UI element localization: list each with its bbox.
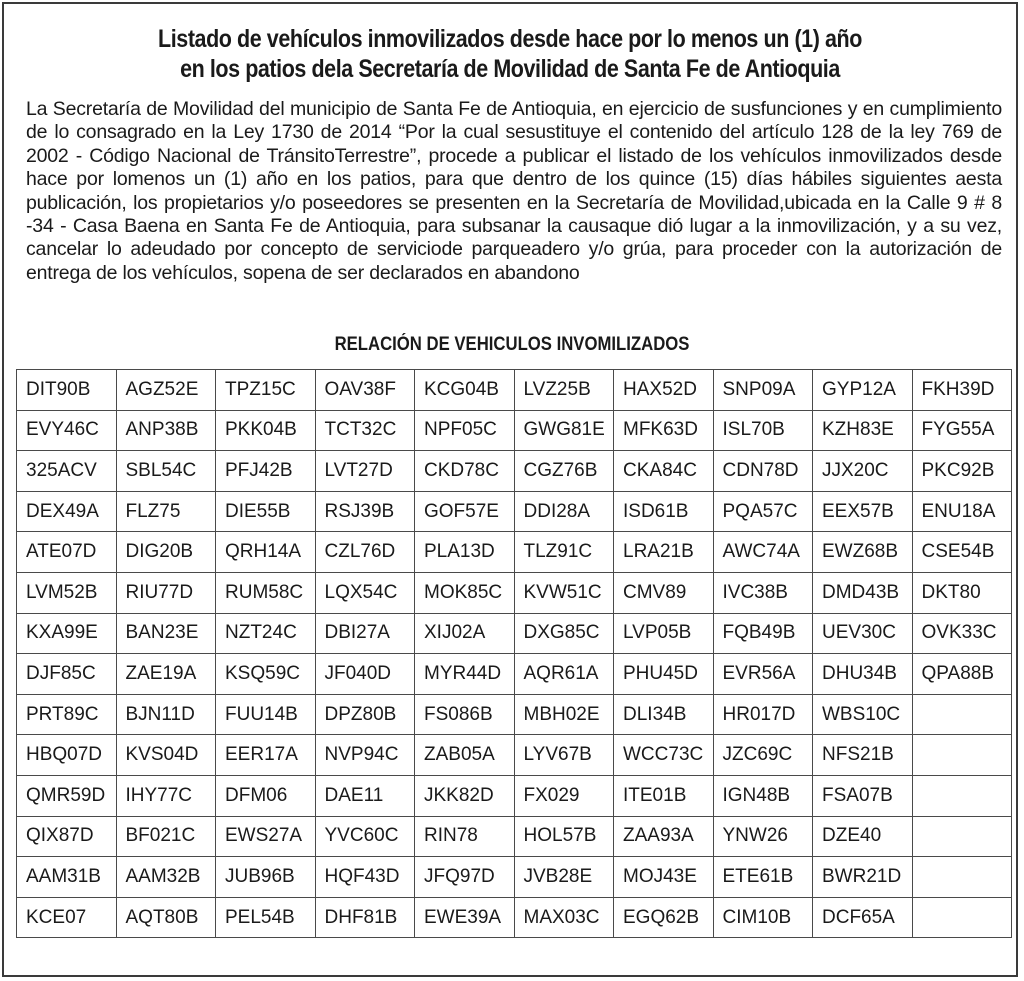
plate-cell: HBQ07D xyxy=(17,735,117,776)
plate-cell: UEV30C xyxy=(813,613,913,654)
plate-cell: AWC74A xyxy=(713,532,813,573)
plate-cell xyxy=(912,857,1012,898)
plate-cell: YVC60C xyxy=(315,816,415,857)
plate-cell: DMD43B xyxy=(813,572,913,613)
plate-cell: PQA57C xyxy=(713,491,813,532)
plate-cell: SNP09A xyxy=(713,370,813,411)
plate-cell: DZE40 xyxy=(813,816,913,857)
plate-cell: ENU18A xyxy=(912,491,1012,532)
plate-cell: OVK33C xyxy=(912,613,1012,654)
plate-cell: IVC38B xyxy=(713,572,813,613)
plate-cell: WCC73C xyxy=(614,735,714,776)
plate-cell: AQR61A xyxy=(514,654,614,695)
plate-cell: BWR21D xyxy=(813,857,913,898)
plate-cell: DFM06 xyxy=(216,775,316,816)
plate-cell: DJF85C xyxy=(17,654,117,695)
plate-cell: GOF57E xyxy=(415,491,515,532)
plate-cell xyxy=(912,735,1012,776)
plate-cell: NFS21B xyxy=(813,735,913,776)
plate-cell: CZL76D xyxy=(315,532,415,573)
plate-cell: DXG85C xyxy=(514,613,614,654)
plate-cell: GWG81E xyxy=(514,410,614,451)
plate-cell: QPA88B xyxy=(912,654,1012,695)
plate-cell: FX029 xyxy=(514,775,614,816)
plate-cell: DLI34B xyxy=(614,694,714,735)
plate-cell: EGQ62B xyxy=(614,897,714,938)
plate-cell xyxy=(912,694,1012,735)
plate-cell: AAM32B xyxy=(116,857,216,898)
plate-cell: QMR59D xyxy=(17,775,117,816)
plate-cell: KXA99E xyxy=(17,613,117,654)
plate-cell: XIJ02A xyxy=(415,613,515,654)
plate-cell: CSE54B xyxy=(912,532,1012,573)
plate-cell: IHY77C xyxy=(116,775,216,816)
table-row xyxy=(17,816,1012,857)
plate-cell: CKD78C xyxy=(415,451,515,492)
plates-table xyxy=(16,369,1012,938)
table-row xyxy=(17,451,1012,492)
plate-cell: RUM58C xyxy=(216,572,316,613)
plate-cell: DDI28A xyxy=(514,491,614,532)
plate-cell: NPF05C xyxy=(415,410,515,451)
plate-cell: TPZ15C xyxy=(216,370,316,411)
plate-cell: JVB28E xyxy=(514,857,614,898)
plate-cell: TLZ91C xyxy=(514,532,614,573)
public-notice xyxy=(2,2,1018,977)
plate-cell: PKC92B xyxy=(912,451,1012,492)
table-row xyxy=(17,532,1012,573)
plate-cell: EEX57B xyxy=(813,491,913,532)
plate-cell: CDN78D xyxy=(713,451,813,492)
plate-cell: DHF81B xyxy=(315,897,415,938)
plate-cell: MYR44D xyxy=(415,654,515,695)
plate-cell: AGZ52E xyxy=(116,370,216,411)
plate-cell: ISD61B xyxy=(614,491,714,532)
plate-cell: DIG20B xyxy=(116,532,216,573)
plate-cell: ANP38B xyxy=(116,410,216,451)
plate-cell: PHU45D xyxy=(614,654,714,695)
plate-cell: MAX03C xyxy=(514,897,614,938)
plate-cell: DHU34B xyxy=(813,654,913,695)
table-row xyxy=(17,654,1012,695)
plate-cell: WBS10C xyxy=(813,694,913,735)
plate-cell: EER17A xyxy=(216,735,316,776)
plate-cell: OAV38F xyxy=(315,370,415,411)
plate-cell: EWE39A xyxy=(415,897,515,938)
plate-cell: ZAE19A xyxy=(116,654,216,695)
plate-cell: PLA13D xyxy=(415,532,515,573)
table-row xyxy=(17,572,1012,613)
plate-cell: RSJ39B xyxy=(315,491,415,532)
plate-cell: DEX49A xyxy=(17,491,117,532)
plate-cell: TCT32C xyxy=(315,410,415,451)
plate-cell: CKA84C xyxy=(614,451,714,492)
plate-cell: KCE07 xyxy=(17,897,117,938)
plate-cell: FQB49B xyxy=(713,613,813,654)
plate-cell: MOK85C xyxy=(415,572,515,613)
table-row xyxy=(17,775,1012,816)
plate-cell: CIM10B xyxy=(713,897,813,938)
plate-cell: DAE11 xyxy=(315,775,415,816)
plate-cell: DCF65A xyxy=(813,897,913,938)
table-row xyxy=(17,613,1012,654)
title-line-2: en los patios dela Secretaría de Movilidad de Santa Fe de Antioquia xyxy=(180,55,840,83)
plate-cell: 325ACV xyxy=(17,451,117,492)
notice-body: La Secretaría de Movilidad del municipio de Santa Fe de Antioquia, en ejercicio de susfunciones y en cumplimiento de lo consagrado en la Ley 1730 de 2014 “Por la cual sesustituye el contenido del artículo 128 de la ley 769 de 2002 - Código Nacional de TránsitoTerrestre”, procede a publicar el listado de los vehículos inmovilizados desde hace por lomenos un (1) año en los patios, para que dentro de los quince (15) días hábiles siguientes aesta publicación, los propietarios y/o poseedores se presenten en la Secretaría de Movilidad,ubicada en la Calle 9 # 8 -34 - Casa Baena en Santa Fe de Antioquia, para subsanar la causaque dió lugar a la inmovilización, y a su vez, cancelar lo adeudado por concepto de serviciode parqueadero y/o grúa, para proceder con la autorización de entrega de los vehículos, sopena de ser declarados en abandono xyxy=(26,98,1002,284)
plate-cell: AAM31B xyxy=(17,857,117,898)
plate-cell: LRA21B xyxy=(614,532,714,573)
plate-cell: HQF43D xyxy=(315,857,415,898)
plate-cell: DPZ80B xyxy=(315,694,415,735)
table-heading: RELACIÓN DE VEHICULOS INVOMILIZADOS xyxy=(334,334,690,355)
plate-cell: KZH83E xyxy=(813,410,913,451)
table-row xyxy=(17,735,1012,776)
plate-cell: DIT90B xyxy=(17,370,117,411)
plate-cell: YNW26 xyxy=(713,816,813,857)
plate-cell: LVT27D xyxy=(315,451,415,492)
plate-cell: PFJ42B xyxy=(216,451,316,492)
plate-cell: IGN48B xyxy=(713,775,813,816)
plate-cell: LYV67B xyxy=(514,735,614,776)
plate-cell: JF040D xyxy=(315,654,415,695)
plate-cell: JZC69C xyxy=(713,735,813,776)
plate-cell: CGZ76B xyxy=(514,451,614,492)
plate-cell: KVS04D xyxy=(116,735,216,776)
plate-cell: JKK82D xyxy=(415,775,515,816)
plate-cell: PEL54B xyxy=(216,897,316,938)
plate-cell xyxy=(912,816,1012,857)
plate-cell: GYP12A xyxy=(813,370,913,411)
plate-cell: ZAA93A xyxy=(614,816,714,857)
plate-cell: ZAB05A xyxy=(415,735,515,776)
plate-cell: MOJ43E xyxy=(614,857,714,898)
plate-cell: HR017D xyxy=(713,694,813,735)
plate-cell: QRH14A xyxy=(216,532,316,573)
table-row xyxy=(17,491,1012,532)
plate-cell: ATE07D xyxy=(17,532,117,573)
plate-cell: FSA07B xyxy=(813,775,913,816)
notice-title xyxy=(75,24,945,84)
plate-cell xyxy=(912,775,1012,816)
plate-cell: EVR56A xyxy=(713,654,813,695)
plate-cell xyxy=(912,897,1012,938)
plate-cell: RIU77D xyxy=(116,572,216,613)
plate-cell: FKH39D xyxy=(912,370,1012,411)
plate-cell: SBL54C xyxy=(116,451,216,492)
plate-cell: FS086B xyxy=(415,694,515,735)
plate-cell: FUU14B xyxy=(216,694,316,735)
plate-cell: RIN78 xyxy=(415,816,515,857)
table-row xyxy=(17,370,1012,411)
plate-cell: PRT89C xyxy=(17,694,117,735)
plate-cell: EVY46C xyxy=(17,410,117,451)
table-row xyxy=(17,897,1012,938)
table-row xyxy=(17,857,1012,898)
plate-cell: JUB96B xyxy=(216,857,316,898)
plate-cell: FYG55A xyxy=(912,410,1012,451)
plate-cell: JJX20C xyxy=(813,451,913,492)
table-row xyxy=(17,694,1012,735)
table-row xyxy=(17,410,1012,451)
title-line-1: Listado de vehículos inmovilizados desde hace por lo menos un (1) año xyxy=(158,25,862,53)
plate-cell: PKK04B xyxy=(216,410,316,451)
plate-cell: AQT80B xyxy=(116,897,216,938)
plate-cell: DIE55B xyxy=(216,491,316,532)
plate-cell: ISL70B xyxy=(713,410,813,451)
plate-cell: BAN23E xyxy=(116,613,216,654)
plate-cell: NVP94C xyxy=(315,735,415,776)
plate-cell: MFK63D xyxy=(614,410,714,451)
plate-cell: ETE61B xyxy=(713,857,813,898)
plate-cell: LQX54C xyxy=(315,572,415,613)
plate-cell: HOL57B xyxy=(514,816,614,857)
plate-cell: LVP05B xyxy=(614,613,714,654)
plate-cell: BJN11D xyxy=(116,694,216,735)
plate-cell: NZT24C xyxy=(216,613,316,654)
plate-cell: KSQ59C xyxy=(216,654,316,695)
plate-cell: JFQ97D xyxy=(415,857,515,898)
plate-cell: DKT80 xyxy=(912,572,1012,613)
plate-cell: ITE01B xyxy=(614,775,714,816)
plate-cell: MBH02E xyxy=(514,694,614,735)
plate-cell: HAX52D xyxy=(614,370,714,411)
plate-cell: KVW51C xyxy=(514,572,614,613)
plate-cell: DBI27A xyxy=(315,613,415,654)
plate-cell: LVM52B xyxy=(17,572,117,613)
plate-cell: CMV89 xyxy=(614,572,714,613)
plate-cell: EWS27A xyxy=(216,816,316,857)
plate-cell: BF021C xyxy=(116,816,216,857)
plate-cell: EWZ68B xyxy=(813,532,913,573)
plate-cell: KCG04B xyxy=(415,370,515,411)
plate-cell: FLZ75 xyxy=(116,491,216,532)
plate-cell: QIX87D xyxy=(17,816,117,857)
plates-table-body xyxy=(17,370,1012,938)
plate-cell: LVZ25B xyxy=(514,370,614,411)
